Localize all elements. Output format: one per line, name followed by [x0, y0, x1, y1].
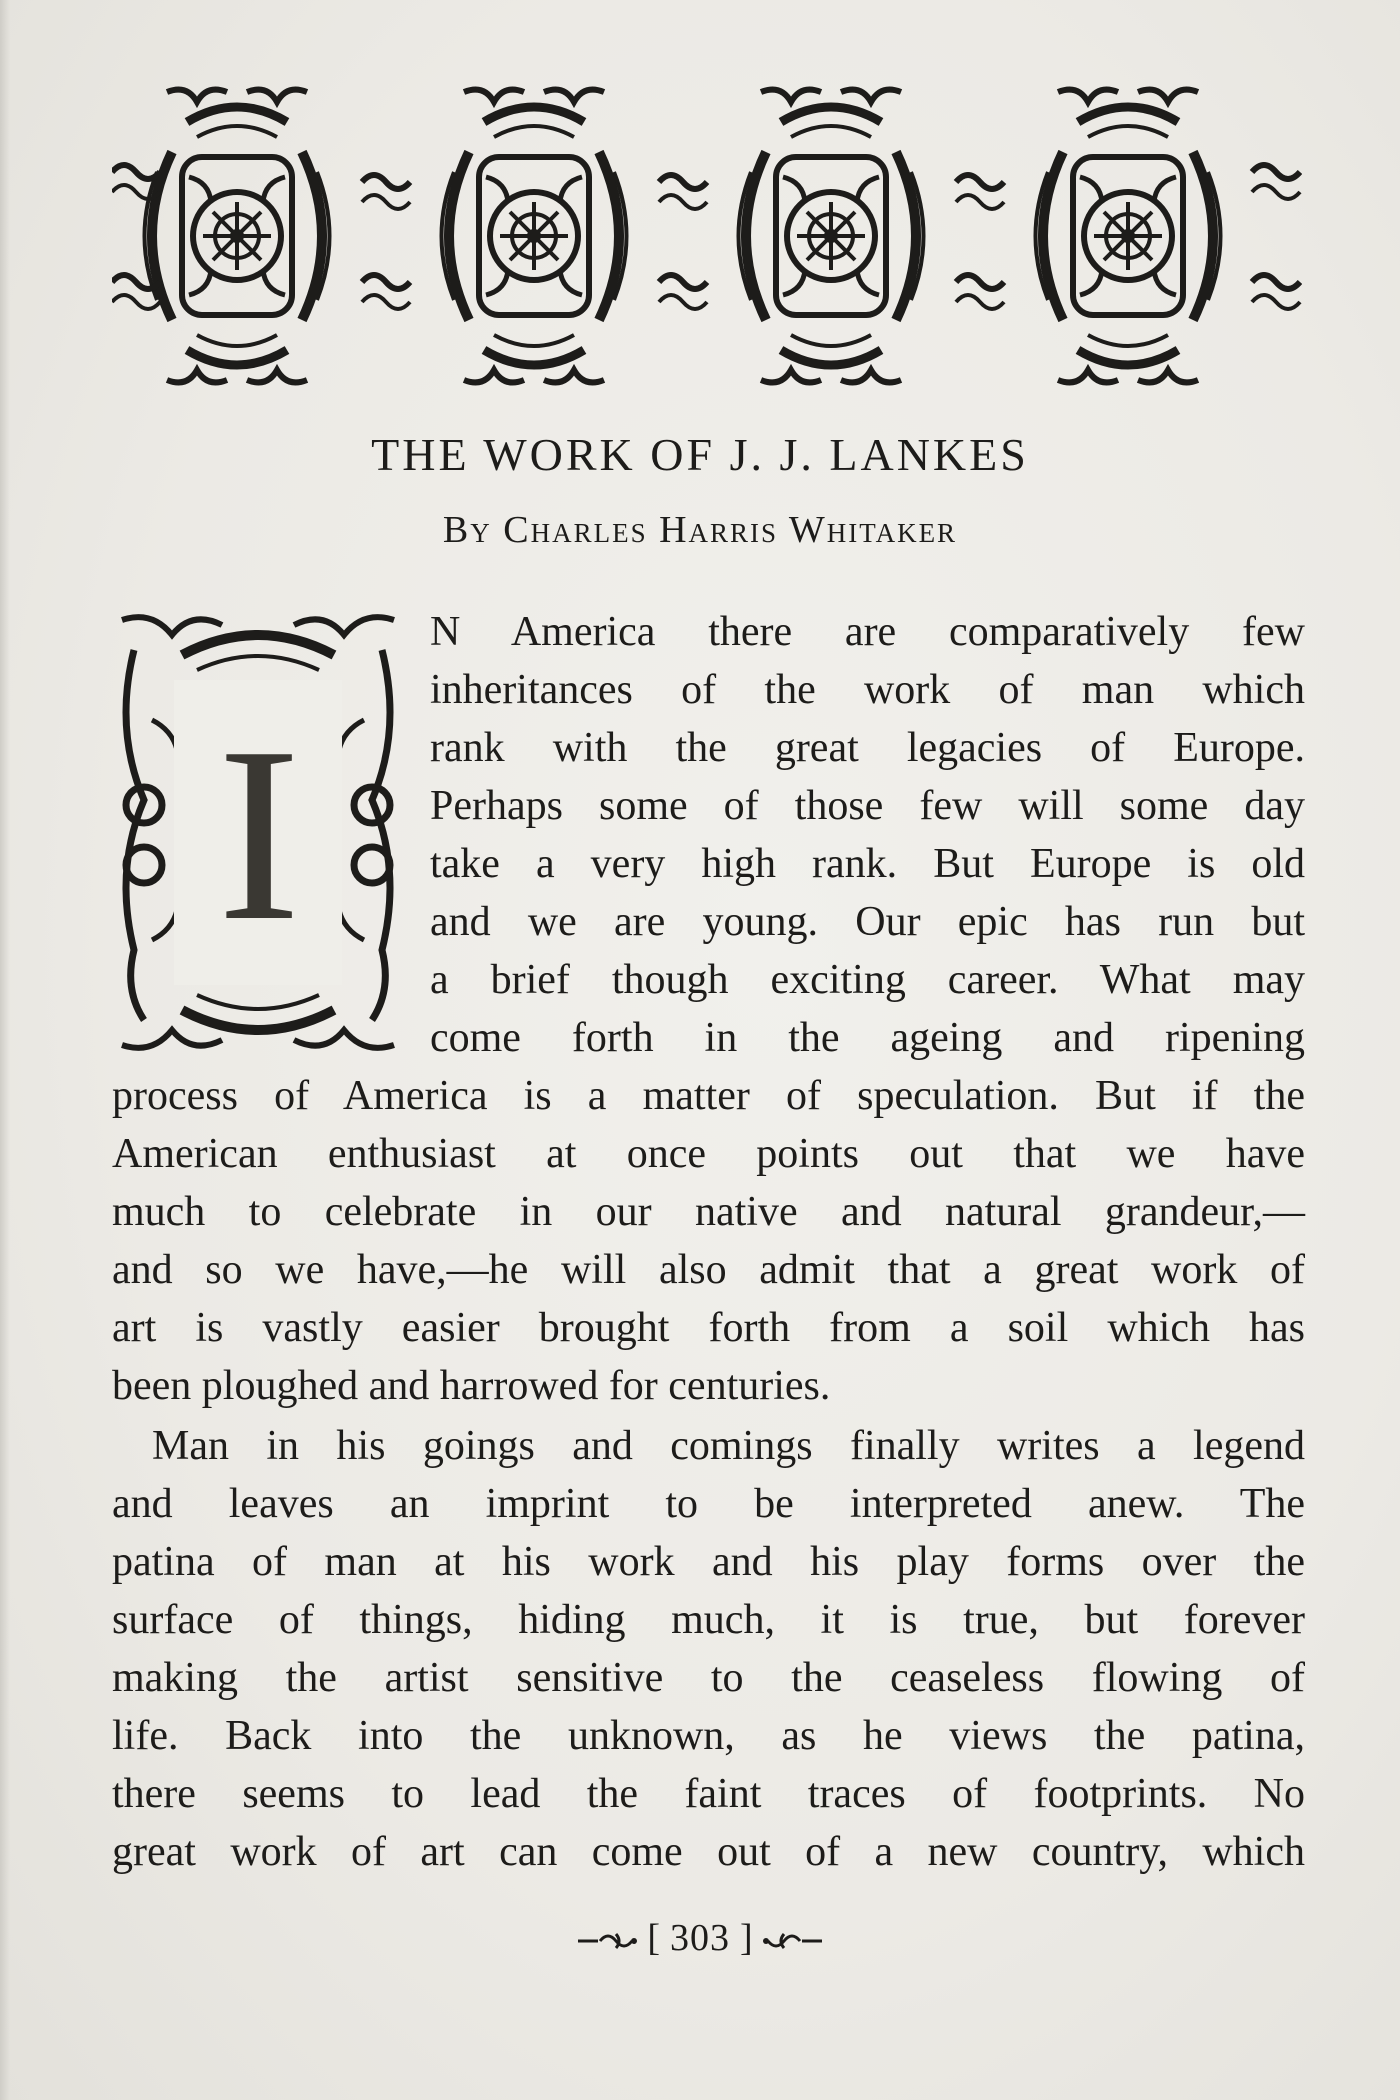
text-line: and leaves an imprint to be interpreted anew. The [112, 1481, 1305, 1527]
author-byline: By Charles Harris Whitaker [442, 509, 958, 551]
folio-fleuron-right [762, 1930, 824, 1952]
text-line: come forth in the ageing and ripening [430, 1015, 1305, 1061]
article-title: THE WORK OF J. J. LANKES [371, 429, 1029, 480]
text-line: and so we have,—he will also admit that a great work of [112, 1247, 1305, 1293]
text-line: take a very high rank. But Europe is old [430, 841, 1305, 887]
text-line: much to celebrate in our native and natural grandeur,— [112, 1189, 1305, 1235]
text-line: surface of things, hiding much, it is true, but forever [112, 1597, 1305, 1643]
text-line: great work of art can come out of a new country, which [112, 1829, 1305, 1875]
text-line: life. Back into the unknown, as he views the patina, [112, 1713, 1305, 1759]
text-line: Perhaps some of those few will some day [430, 783, 1305, 829]
text-line: and we are young. Our epic has run but [430, 899, 1305, 945]
page-folio [0, 1910, 1400, 1966]
text-line: American enthusiast at once points out that we have [112, 1131, 1305, 1177]
ornamental-header-band [112, 82, 1302, 390]
page-number: 303 [670, 1917, 730, 1959]
text-line: inheritances of the work of man which [430, 667, 1305, 713]
text-line: been ploughed and harrowed for centuries. [112, 1363, 831, 1409]
folio-fleuron-left [576, 1930, 638, 1952]
folio-bracket-close: ] [740, 1917, 753, 1959]
text-line: making the artist sensitive to the ceaseless flowing of [112, 1655, 1305, 1701]
text-line: Man in his goings and comings finally writes a legend [152, 1423, 1305, 1469]
text-line: there seems to lead the faint traces of footprints. No [112, 1771, 1305, 1817]
text-line: a brief though exciting career. What may [430, 957, 1305, 1003]
text-line: N America there are comparatively few [430, 609, 1305, 655]
page-edge-shadow [0, 0, 10, 2100]
drop-cap-letter: I [217, 696, 301, 973]
text-line: patina of man at his work and his play forms over the [112, 1539, 1305, 1585]
text-line: process of America is a matter of speculation. But if the [112, 1073, 1305, 1119]
text-line: art is vastly easier brought forth from a soil which has [112, 1305, 1305, 1351]
text-line: rank with the great legacies of Europe. [430, 725, 1305, 771]
folio-bracket-open: [ [647, 1917, 660, 1959]
